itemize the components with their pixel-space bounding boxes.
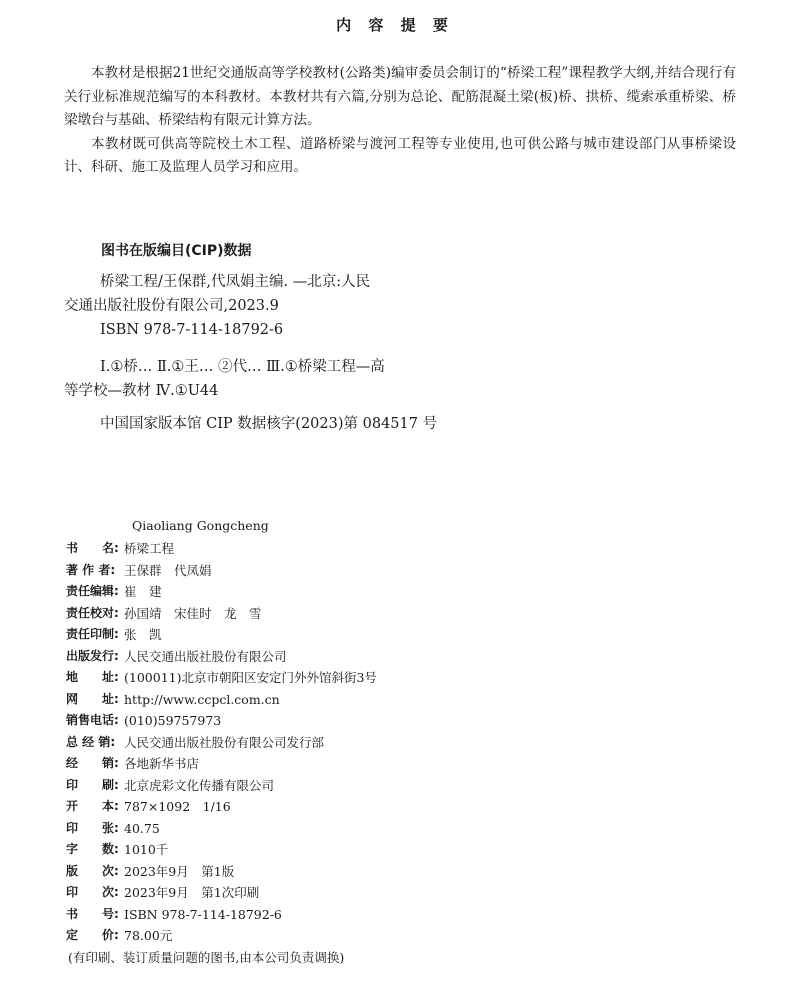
colophon-row [66, 818, 666, 840]
colophon-label: 定 价: [66, 928, 119, 942]
colophon-label: 开 本: [66, 799, 119, 813]
colophon-value: ISBN 978-7-114-18792-6 [124, 906, 282, 922]
summary-paragraph: 本教材既可供高等院校土木工程、道路桥梁与渡河工程等专业使用,也可供公路与城市建设部门从事桥梁设计、科研、施工及监理人员学习和应用。 [64, 135, 736, 175]
title-pinyin: Qiaoliang Gongcheng [132, 518, 269, 533]
colophon-row [66, 775, 666, 797]
colophon-row [66, 753, 666, 775]
colophon-row [66, 667, 666, 689]
cip-line: 交通出版社股份有限公司,2023.9 [64, 298, 279, 314]
colophon-row [66, 796, 666, 818]
colophon-value: 北京虎彩文化传播有限公司 [124, 777, 275, 793]
colophon-label: 书 名: [66, 541, 119, 555]
colophon-value: 孙国靖 宋佳时 龙 雪 [124, 605, 262, 621]
colophon-value: 各地新华书店 [124, 756, 200, 771]
cip-line: Ⅰ.①桥… Ⅱ.①王… ②代… Ⅲ.①桥梁工程—高 [100, 359, 385, 375]
colophon-row [66, 624, 666, 646]
colophon-label: 销售电话: [66, 713, 119, 727]
colophon-row [66, 581, 666, 603]
colophon-label: 著 作 者: [66, 562, 116, 577]
colophon-label: 印 次: [66, 885, 119, 899]
colophon-label: 责任印制: [66, 627, 119, 641]
cip-record-number: 中国国家版本馆 CIP 数据核字(2023)第 084517 号 [100, 416, 438, 432]
colophon-row [66, 861, 666, 883]
colophon-value: (010)59757973 [124, 713, 222, 728]
colophon-row [66, 560, 666, 582]
summary-title: 内 容 提 要 [336, 16, 454, 34]
summary-paragraph: 本教材是根据21世纪交通版高等学校教材(公路类)编审委员会制订的“桥梁工程”课程教学大纲,并结合现行有关行业标准规范编写的本科教材。本教材共有六篇,分别为总论、配筋混凝土梁(板)桥、拱桥、缆索承重桥梁、桥梁墩台与基础、桥梁结构有限元计算方法。 [64, 65, 736, 128]
colophon-label: 网 址: [66, 691, 119, 706]
colophon-row [66, 732, 666, 754]
colophon-value: 人民交通出版社股份有限公司 [124, 648, 287, 664]
colophon-value: 王保群 代凤娟 [124, 562, 212, 578]
colophon-value: http://www.ccpcl.com.cn [124, 691, 280, 707]
colophon-row [66, 603, 666, 625]
colophon-label: 字 数: [66, 842, 119, 856]
colophon-label: 版 次: [66, 863, 119, 878]
quality-note: (有印刷、装订质量问题的图书,由本公司负责调换) [68, 949, 345, 965]
cip-block-classification [64, 355, 564, 403]
colophon-row [66, 904, 666, 926]
cip-line: 桥梁工程/王保群,代凤娟主编. —北京:人民 [100, 274, 371, 290]
colophon-value: 桥梁工程 [124, 541, 175, 556]
cip-heading: 图书在版编目(CIP)数据 [101, 243, 252, 259]
colophon-value: 2023年9月 第1版 [124, 863, 235, 879]
cip-isbn: ISBN 978-7-114-18792-6 [100, 322, 284, 338]
colophon-label: 出版发行: [66, 648, 119, 663]
colophon-label: 地 址: [66, 670, 119, 684]
colophon-row [66, 882, 666, 904]
colophon-row [66, 839, 666, 861]
colophon-label: 总 经 销: [66, 734, 116, 749]
cip-line: 等学校—教材 Ⅳ.①U44 [64, 383, 219, 399]
colophon-row [66, 710, 666, 732]
colophon-label: 印 张: [66, 820, 119, 835]
cip-block-title [64, 270, 564, 342]
colophon-value: 40.75 [124, 820, 160, 836]
colophon-row [66, 925, 666, 947]
colophon-value: 人民交通出版社股份有限公司发行部 [124, 734, 325, 750]
colophon-label: 经 销: [66, 756, 119, 770]
colophon-row [66, 689, 666, 711]
colophon-label: 责任编辑: [66, 584, 119, 598]
colophon-value: 1010千 [124, 842, 169, 857]
colophon-value: (100011)北京市朝阳区安定门外外馆斜街3号 [124, 670, 377, 685]
colophon-row [66, 646, 666, 668]
colophon-value: 崔 建 [124, 584, 162, 599]
colophon-value: 张 凯 [124, 627, 162, 642]
summary-body [64, 62, 736, 180]
colophon [66, 538, 666, 968]
colophon-row [66, 538, 666, 560]
colophon-value: 787×1092 1/16 [124, 799, 231, 814]
colophon-label: 印 刷: [66, 777, 119, 792]
colophon-value: 2023年9月 第1次印刷 [124, 885, 260, 900]
colophon-label: 责任校对: [66, 605, 119, 620]
colophon-value: 78.00元 [124, 928, 173, 943]
colophon-label: 书 号: [66, 906, 119, 921]
